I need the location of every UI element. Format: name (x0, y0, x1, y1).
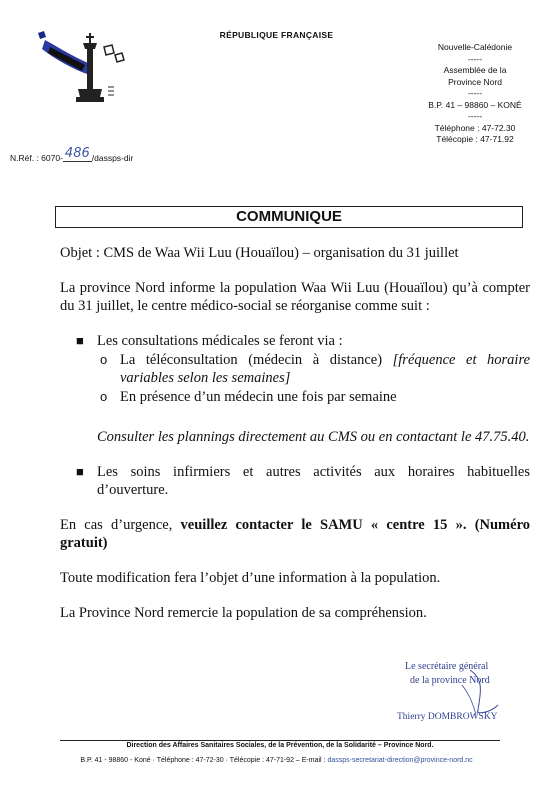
address-block (395, 42, 553, 146)
signatory-name: Thierry DOMBROWSKY (397, 712, 498, 722)
sub-item-text: La téléconsultation (médecin à distance) (120, 352, 393, 368)
footer-email: dassps-secretariat-direction@province-nord.nc (327, 757, 473, 764)
object-line (60, 244, 530, 262)
ref-prefix: N.Réf. : 6070- (10, 153, 63, 163)
signature-title-line: de la province Nord (410, 675, 490, 686)
bullet-item (60, 332, 530, 350)
circle-bullet-icon: o (100, 389, 108, 404)
modification-paragraph: Toute modification fera l’objet d’une information à la population. (60, 570, 441, 586)
bullet-item (60, 463, 530, 499)
intro-paragraph: La province Nord informe la population Waa Wii Luu (Houaïlou) qu’à compter du 31 juillet, le centre médico-social se réorganise comme suit : (60, 280, 530, 314)
address-line: Téléphone : 47-72.30 (434, 122, 516, 133)
signature-title-line: Le secrétaire général (405, 661, 489, 672)
sub-item (60, 351, 530, 387)
footer-contact (0, 757, 553, 764)
address-line: Télécopie : 47-71.92 (436, 134, 514, 144)
address-line: ----- (467, 53, 483, 64)
reference-number (10, 146, 134, 166)
address-line: ----- (467, 88, 483, 98)
document-body (60, 244, 530, 639)
object-prefix: Objet : CMS de (60, 245, 155, 261)
bullet-text: Les consultations médicales se feront via : (97, 333, 343, 349)
bullet-icon: ■ (76, 333, 84, 348)
document-title: COMMUNIQUE (55, 206, 523, 228)
object-place: Waa Wii Luu (Houaïlou) (154, 245, 299, 261)
address-line: Nouvelle-Calédonie (437, 42, 513, 52)
address-line: Assemblée de la (443, 65, 507, 75)
urgence-bold-text: veuillez contacter le SAMU « centre 15 ». (Numéro gratuit) (60, 517, 530, 551)
footer-direction: Direction des Affaires Sanitaires Sociales, de la Prévention, de la Solidarité – Province Nord. (60, 740, 500, 749)
plannings-note: Consulter les plannings directement au CMS ou en contactant le 47.75.40. (97, 429, 530, 445)
address-line: Province Nord (448, 76, 502, 87)
sub-item (60, 388, 530, 406)
republic-heading: RÉPUBLIQUE FRANÇAISE (219, 30, 334, 40)
bullet-text: Les soins infirmiers et autres activités aux horaires habituelles d’ouverture. (97, 464, 530, 498)
address-line: B.P. 41 – 98860 – KONÉ (428, 99, 522, 110)
thanks-paragraph: La Province Nord remercie la population de sa compréhension. (60, 605, 427, 621)
circle-bullet-icon: o (100, 352, 108, 367)
bullet-icon: ■ (76, 464, 84, 479)
address-line: ----- (467, 111, 483, 121)
object-suffix: – organisation du 31 juillet (298, 245, 459, 261)
urgence-paragraph (60, 516, 530, 552)
sub-item-text: En présence d’un médecin une fois par semaine (120, 389, 397, 405)
ref-handwritten-number: 486 (64, 146, 90, 161)
sub-item-note: [fréquence et horaire variables selon les semaines] (120, 352, 530, 386)
ref-suffix: /dassps-dir (91, 153, 134, 163)
footer-contact-text: B.P. 41 - 98860 - Koné · Téléphone : 47-72-30 · Télécopie : 47-71-92 – E-mail : (80, 757, 328, 764)
urgence-text: En cas d’urgence, (60, 517, 181, 533)
